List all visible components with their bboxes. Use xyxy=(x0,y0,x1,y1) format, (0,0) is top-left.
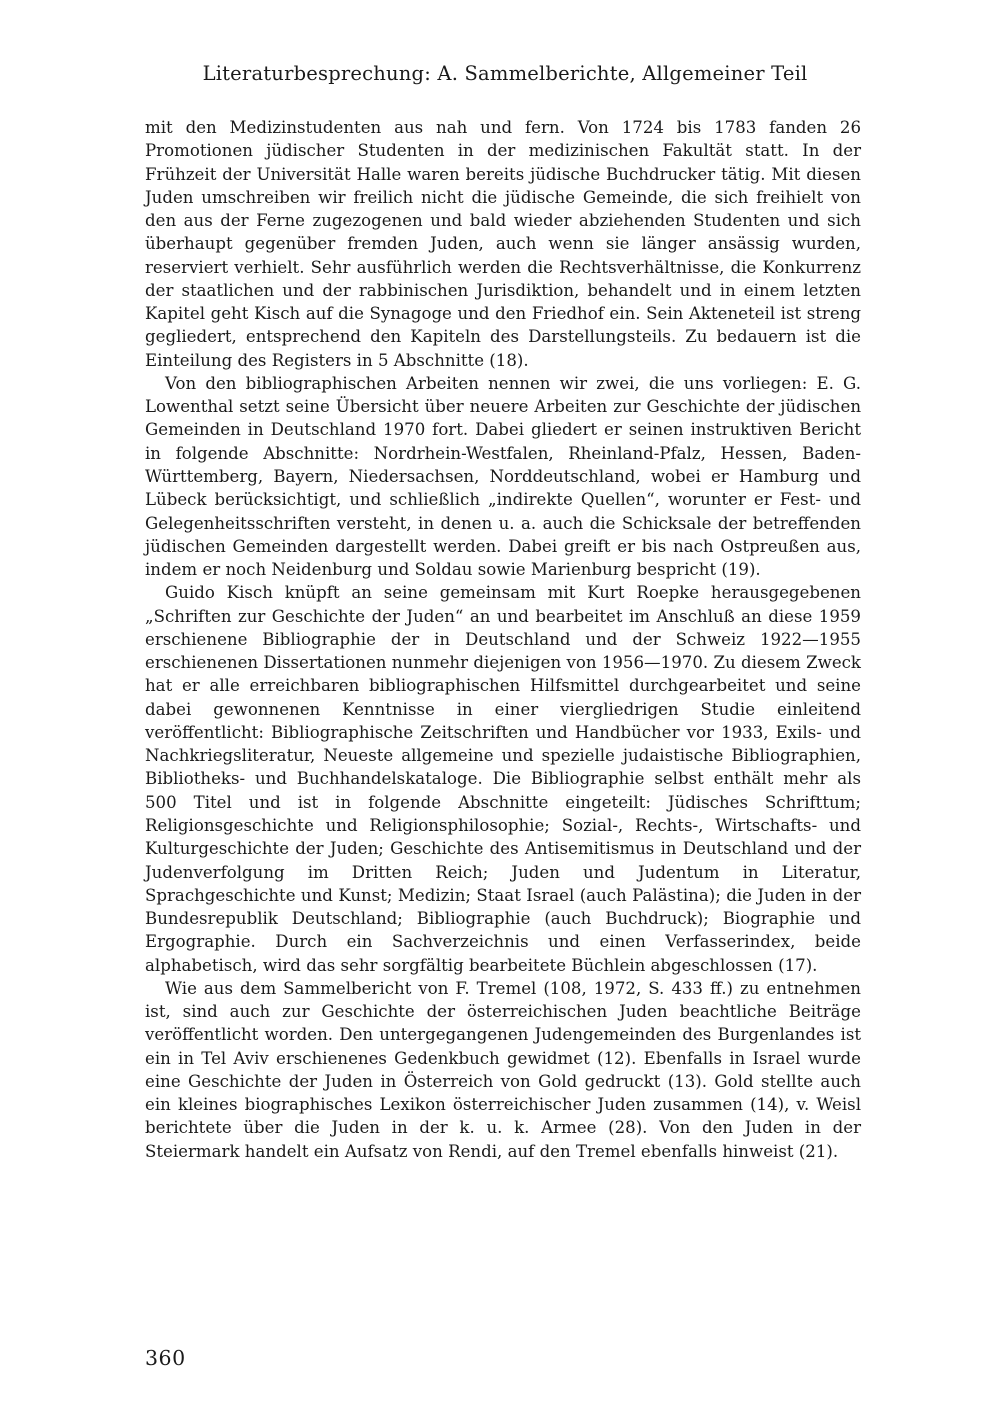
running-head: Literaturbesprechung: A. Sammelberichte, Allgemeiner Teil xyxy=(202,62,808,85)
paragraph-austria: Wie aus dem Sammelbericht von F. Tremel (108, 1972, S. 433 ff.) zu entnehmen ist, sind auch zur Geschichte der österreichischen Juden beachtliche Beiträge veröffentlicht worden. Den untergegangenen Judengemeinden des Burgenlandes ist ein in Tel Aviv erschienenes Gedenkbuch gewidmet (12). Ebenfalls in Israel wurde eine Geschichte der Juden in Österreich von Gold gedruckt (13). Gold stellte auch ein kleines biographisches Lexikon österreichischer Juden zusammen (14), v. Weisl berichtete über die Juden in der k. u. k. Armee (28). Von den Juden in der Steiermark handelt ein Aufsatz von Rendi, auf den Tremel ebenfalls hinweist (21). xyxy=(145,978,861,1161)
paragraph-bibliographies: Von den bibliographischen Arbeiten nennen wir zwei, die uns vorliegen: E. G. Lowenthal setzt seine Übersicht über neuere Arbeiten zur Geschichte der jüdischen Gemeinden in Deutschland 1970 fort. Dabei gliedert er seinen instruktiven Bericht in folgende Abschnitte: Nordrhein-Westfalen, Rheinland-Pfalz, Hessen, Baden-Württemberg, Bayern, Niedersachsen, Norddeutschland, wobei er Hamburg und Lübeck berücksichtigt, und schließlich „indirekte Quellen“, worunter er Fest- und Gelegenheitsschriften versteht, in denen u. a. auch die Schicksale der betreffenden jüdischen Gemeinden dargestellt werden. Dabei greift er bis nach Ostpreußen aus, indem er noch Neidenburg und Soldau sowie Marienburg bespricht (19). xyxy=(145,373,861,580)
paragraph-continuation: mit den Medizinstudenten aus nah und fern. Von 1724 bis 1783 fanden 26 Promotionen jüdischer Studenten in der medizinischen Fakultät statt. In der Frühzeit der Universität Halle waren bereits jüdische Buchdrucker tätig. Mit diesen Juden umschreiben wir freilich nicht die jüdische Gemeinde, die sich freihielt von den aus der Ferne zugezogenen und bald wieder abziehenden Studenten und sich überhaupt gegenüber fremden Juden, auch wenn sie länger ansässig wurden, reserviert verhielt. Sehr ausführlich werden die Rechtsverhältnisse, die Konkurrenz der staatlichen und der rabbinischen Jurisdiktion, behandelt und in einem letzten Kapitel geht Kisch auf die Synagoge und den Friedhof ein. Sein Akteneteil ist streng gegliedert, entsprechend den Kapiteln des Darstellungsteils. Zu bedauern ist die Einteilung des Registers in 5 Abschnitte (18). xyxy=(145,118,861,370)
page-number: 360 xyxy=(145,1346,186,1370)
paragraph-kisch: Guido Kisch knüpft an seine gemeinsam mit Kurt Roepke herausgegebenen „Schriften zur Geschichte der Juden“ an und bearbeitet im Anschluß an diese 1959 erschienene Bibliographie der in Deutschland und der Schweiz 1922—1955 erschienenen Dissertationen nunmehr diejenigen von 1956—1970. Zu diesem Zweck hat er alle erreichbaren bibliographischen Hilfsmittel durchgearbeitet und seine dabei gewonnenen Kenntnisse in einer viergliedrigen Studie einleitend veröffentlicht: Bibliographische Zeitschriften und Handbücher vor 1933, Exils- und Nachkriegsliteratur, Neueste allgemeine und spezielle judaistische Bibliographien, Bibliotheks- und Buchhandelskataloge. Die Bibliographie selbst enthält mehr als 500 Titel und ist in folgende Abschnitte eingeteilt: Jüdisches Schrifttum; Religionsgeschichte und Religionsphilosophie; Sozial-, Rechts-, Wirtschafts- und Kulturgeschichte der Juden; Geschichte des Antisemitismus in Deutschland und der Judenverfolgung im Dritten Reich; Juden und Judentum in Literatur, Sprachgeschichte und Kunst; Medizin; Staat Israel (auch Palästina); die Juden in der Bundesrepublik Deutschland; Bibliographie (auch Buchdruck); Biographie und Ergographie. Durch ein Sachverzeichnis und einen Verfasserindex, beide alphabetisch, wird das sehr sorgfältig bearbeitete Büchlein abgeschlossen (17). xyxy=(145,583,861,975)
body-text xyxy=(145,116,861,1163)
